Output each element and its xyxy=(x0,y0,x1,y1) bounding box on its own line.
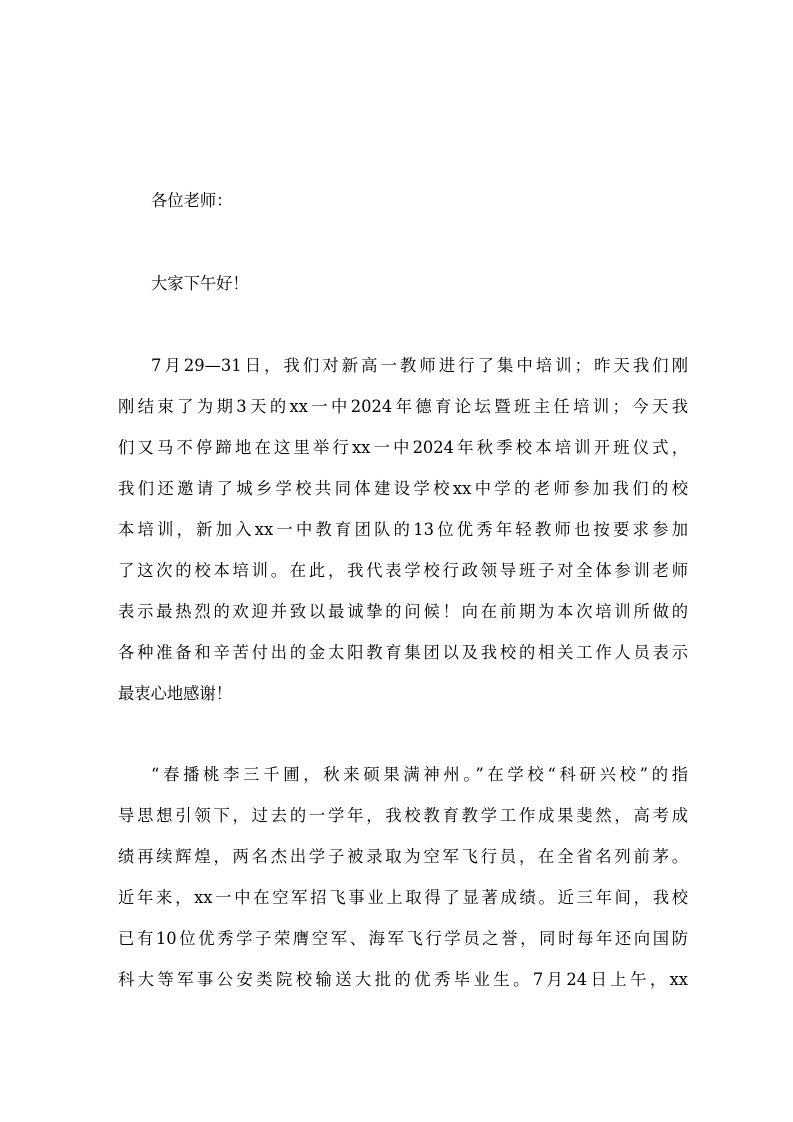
paragraph-line: 我们还邀请了城乡学校共同体建设学校xx中学的老师参加我们的校 xyxy=(118,479,688,498)
paragraph-line: “春播桃李三千圃，秋来硕果满神州。”在学校“科研兴校”的指 xyxy=(151,765,688,784)
paragraph-line: 们又马不停蹄地在这里举行xx一中2024年秋季校本培训开班仪式， xyxy=(118,438,688,457)
paragraph-line: 最衷心地感谢！ xyxy=(118,684,232,703)
paragraph-line: 绩再续辉煌，两名杰出学子被录取为空军飞行员，在全省名列前茅。 xyxy=(118,847,688,866)
paragraph-line: 刚结束了为期3天的xx一中2024年德育论坛暨班主任培训；今天我 xyxy=(118,397,688,416)
paragraph-line: 已有10位优秀学子荣膺空军、海军飞行学员之誉，同时每年还向国防 xyxy=(118,929,688,948)
paragraph-line: 近年来，xx一中在空军招飞事业上取得了显著成绩。近三年间，我校 xyxy=(118,888,688,907)
paragraph-line: 导思想引领下，过去的一学年，我校教育教学工作成果斐然，高考成 xyxy=(118,806,688,825)
paragraph-line: 表示最热烈的欢迎并致以最诚挚的问候！向在前期为本次培训所做的 xyxy=(118,602,688,621)
greeting: 大家下午好！ xyxy=(151,274,249,293)
paragraph-line: 7月29—31日，我们对新高一教师进行了集中培训；昨天我们刚 xyxy=(151,356,688,375)
paragraph-line: 科大等军事公安类院校输送大批的优秀毕业生。7月24日上午，xx xyxy=(118,970,688,989)
paragraph-line: 本培训，新加入xx一中教育团队的13位优秀年轻教师也按要求参加 xyxy=(118,520,688,539)
salutation: 各位老师： xyxy=(151,191,233,210)
paragraph-line: 了这次的校本培训。在此，我代表学校行政领导班子对全体参训老师 xyxy=(118,561,688,580)
paragraph-line: 各种准备和辛苦付出的金太阳教育集团以及我校的相关工作人员表示 xyxy=(118,643,688,662)
